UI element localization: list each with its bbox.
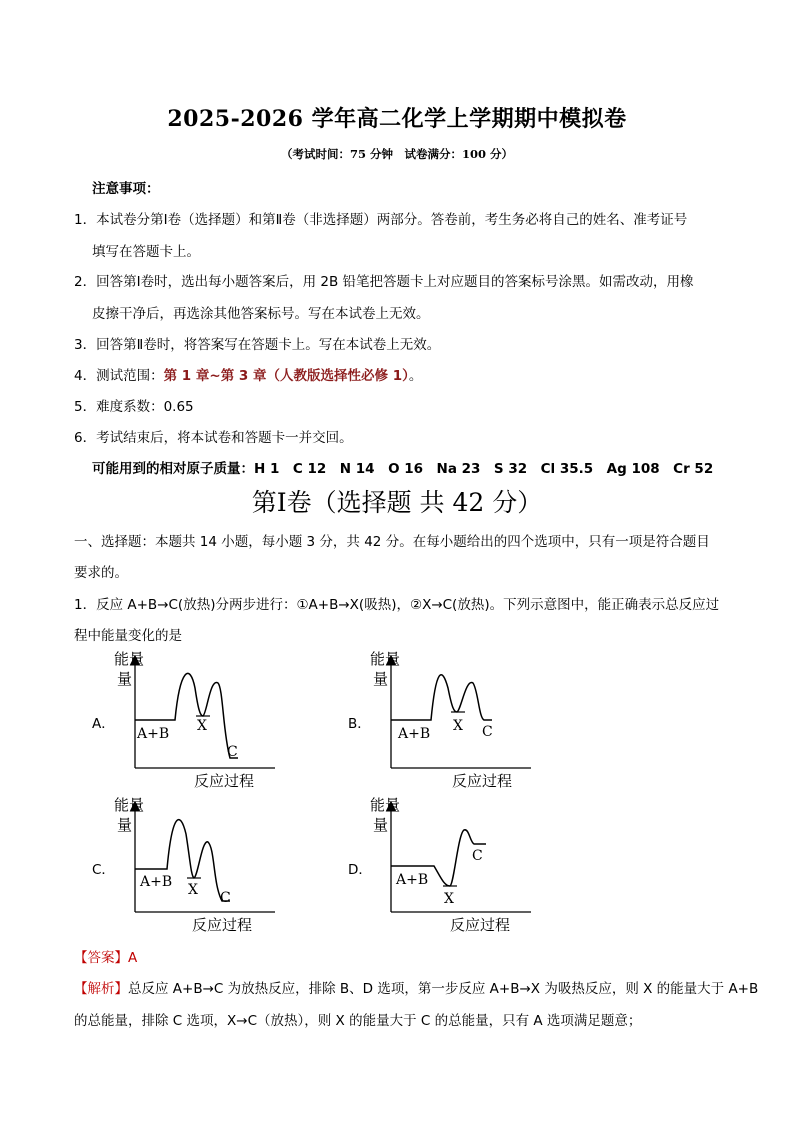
end-label: C (220, 890, 231, 906)
page-title: 2025-2026 学年高二化学上学期期中模拟卷 (167, 106, 627, 132)
x-axis-label: 反应过程 (450, 916, 511, 934)
y-axis-label-2: 量 (117, 816, 133, 834)
answer-line (74, 946, 137, 966)
note-1-line-1: 1．本试卷分第Ⅰ卷（选择题）和第Ⅱ卷（非选择题）两部分。答卷前，考生务必将自己的姓名、准考证号 (74, 212, 688, 228)
note-6: 6．考试结束后，将本试卷和答题卡一并交回。 (74, 430, 353, 446)
y-axis-label-2: 量 (373, 816, 389, 834)
option-d-diagram[interactable] (366, 794, 536, 939)
notes-heading: 注意事项： (92, 181, 160, 197)
question-1-line-2: 程中能量变化的是 (74, 628, 182, 644)
start-label: A+B (140, 874, 173, 890)
answer-value: A (128, 950, 138, 966)
y-axis-label-2: 量 (117, 670, 133, 688)
end-label: C (472, 848, 483, 864)
note-4-suffix: 。 (408, 368, 423, 384)
x-axis-label: 反应过程 (194, 772, 255, 790)
section-instruction-line-1: 一、选择题：本题共 14 小题，每小题 3 分，共 42 分。在每小题给出的四个选项中，只有一项是符合题目 (74, 534, 710, 550)
test-range: 第 1 章~第 3 章（人教版选择性必修 1） (163, 368, 409, 384)
x-axis-label: 反应过程 (452, 772, 513, 790)
question-1-line-1: 1．反应 A+B→C(放热)分两步进行：①A+B→X(吸热)，②X→C(放热)。下列示意图中，能正确表示总反应过 (74, 597, 720, 613)
y-axis-label: 能量 (114, 650, 145, 668)
option-d-label[interactable]: D． (348, 862, 372, 878)
analysis-tag: 【解析】 (74, 981, 128, 997)
note-2-line-2: 皮擦干净后，再选涂其他答案标号。写在本试卷上无效。 (92, 306, 430, 322)
x-axis-label: 反应过程 (192, 916, 253, 934)
option-a-label[interactable]: A． (92, 716, 115, 732)
y-axis-label-2: 量 (373, 670, 389, 688)
intermediate-label: X (188, 882, 198, 898)
end-label: C (482, 724, 493, 740)
note-5: 5．难度系数：0.65 (74, 399, 194, 415)
intermediate-label: X (197, 718, 207, 734)
section-instruction-line-2: 要求的。 (74, 565, 128, 581)
analysis-text-1: 总反应 A+B→C 为放热反应，排除 B、D 选项，第一步反应 A+B→X 为吸热反应，则 X 的能量大于 A+B (128, 981, 759, 997)
y-axis-label: 能量 (114, 796, 145, 814)
note-3: 3．回答第Ⅱ卷时，将答案写在答题卡上。写在本试卷上无效。 (74, 337, 441, 353)
note-1-line-2: 填写在答题卡上。 (92, 244, 200, 260)
option-a-diagram[interactable] (110, 648, 280, 793)
answer-tag: 【答案】 (74, 950, 128, 966)
analysis-line-2: 的总能量，排除 C 选项，X→C（放热），则 X 的能量大于 C 的总能量，只有 A 选项满足题意； (74, 1013, 642, 1029)
intermediate-label: X (453, 718, 463, 734)
section-title: 第Ⅰ卷（选择题 共 42 分） (251, 488, 543, 517)
exam-info: （考试时间：75 分钟 试卷满分：100 分） (280, 147, 513, 161)
start-label: A+B (137, 726, 170, 742)
start-label: A+B (398, 726, 431, 742)
note-4-prefix: 4．测试范围： (74, 368, 164, 384)
option-c-label[interactable]: C． (92, 862, 115, 878)
end-label: C (227, 744, 238, 760)
atomic-masses: 可能用到的相对原子质量：H 1 C 12 N 14 O 16 Na 23 S 32 Cl 35.5 Ag 108 Cr 52 (92, 461, 714, 477)
option-b-diagram[interactable] (366, 648, 536, 793)
note-2-line-1: 2．回答第Ⅰ卷时，选出每小题答案后，用 2B 铅笔把答题卡上对应题目的答案标号涂黑。如需改动，用橡 (74, 274, 694, 290)
analysis-line-1 (74, 977, 758, 997)
start-label: A+B (396, 872, 429, 888)
intermediate-label: X (444, 891, 454, 907)
note-4 (74, 364, 422, 384)
option-c-diagram[interactable] (110, 794, 280, 939)
y-axis-label: 能量 (370, 650, 401, 668)
y-axis-label: 能量 (370, 796, 401, 814)
option-b-label[interactable]: B． (348, 716, 371, 732)
